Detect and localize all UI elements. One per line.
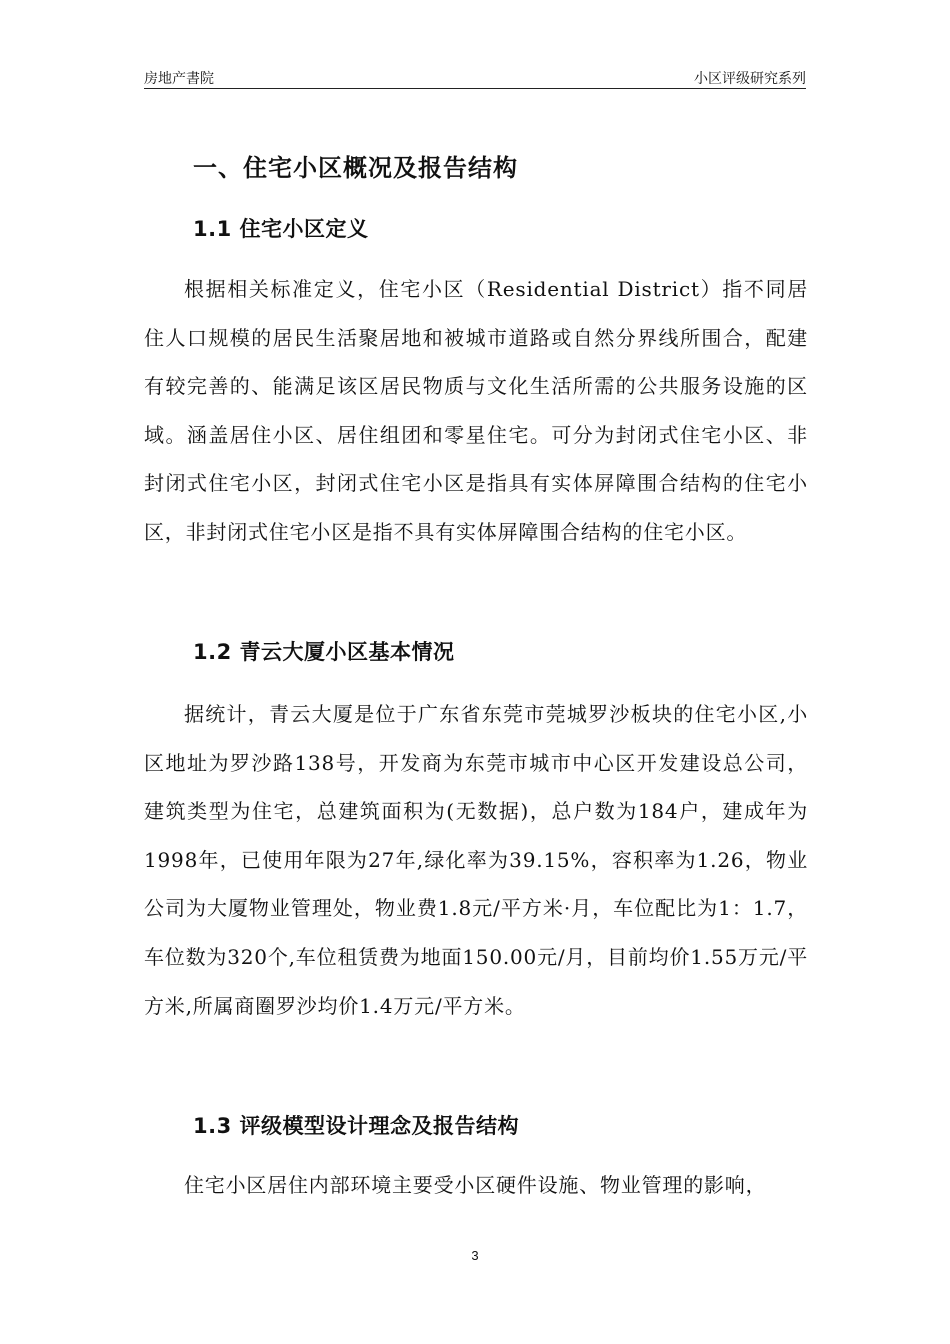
section-heading-1-1: 1.1 住宅小区定义 xyxy=(193,217,369,241)
section-paragraph-1-1 xyxy=(144,265,808,557)
header-series: 小区评级研究系列 xyxy=(694,71,806,87)
section-heading-1-3: 1.3 评级模型设计理念及报告结构 xyxy=(193,1114,520,1138)
chapter-title: 一、住宅小区概况及报告结构 xyxy=(193,154,518,182)
paragraph-text: 根据相关标准定义，住宅小区（Residential District）指不同居住人口规模的居民生活聚居地和被城市道路或自然分界线所围合，配建有较完善的、能满足该区居民物质与文化生活所需的公共服务设施的区域。涵盖居住小区、居住组团和零星住宅。可分为封闭式住宅小区、非封闭式住宅小区，封闭式住宅小区是指具有实体屏障围合结构的住宅小区，非封闭式住宅小区是指不具有实体屏障围合结构的住宅小区。 xyxy=(144,277,808,544)
header-publisher: 房地产書院 xyxy=(144,71,214,87)
page-number: 3 xyxy=(471,1248,479,1263)
section-heading-1-2: 1.2 青云大厦小区基本情况 xyxy=(193,640,455,664)
section-paragraph-1-2 xyxy=(144,690,808,1030)
paragraph-text: 据统计，青云大厦是位于广东省东莞市莞城罗沙板块的住宅小区,小区地址为罗沙路138号，开发商为东莞市城市中心区开发建设总公司，建筑类型为住宅，总建筑面积为(无数据)，总户数为184户，建成年为1998年，已使用年限为27年,绿化率为39.15%，容积率为1.26，物业公司为大厦物业管理处，物业费1.8元/平方米·月，车位配比为1：1.7，车位数为320个,车位租赁费为地面150.00元/月，目前均价1.55万元/平方米,所属商圈罗沙均价1.4万元/平方米。 xyxy=(144,702,808,1018)
section-paragraph-1-3 xyxy=(144,1161,808,1210)
page-header xyxy=(144,70,806,89)
paragraph-text: 住宅小区居住内部环境主要受小区硬件设施、物业管理的影响， xyxy=(184,1173,767,1197)
